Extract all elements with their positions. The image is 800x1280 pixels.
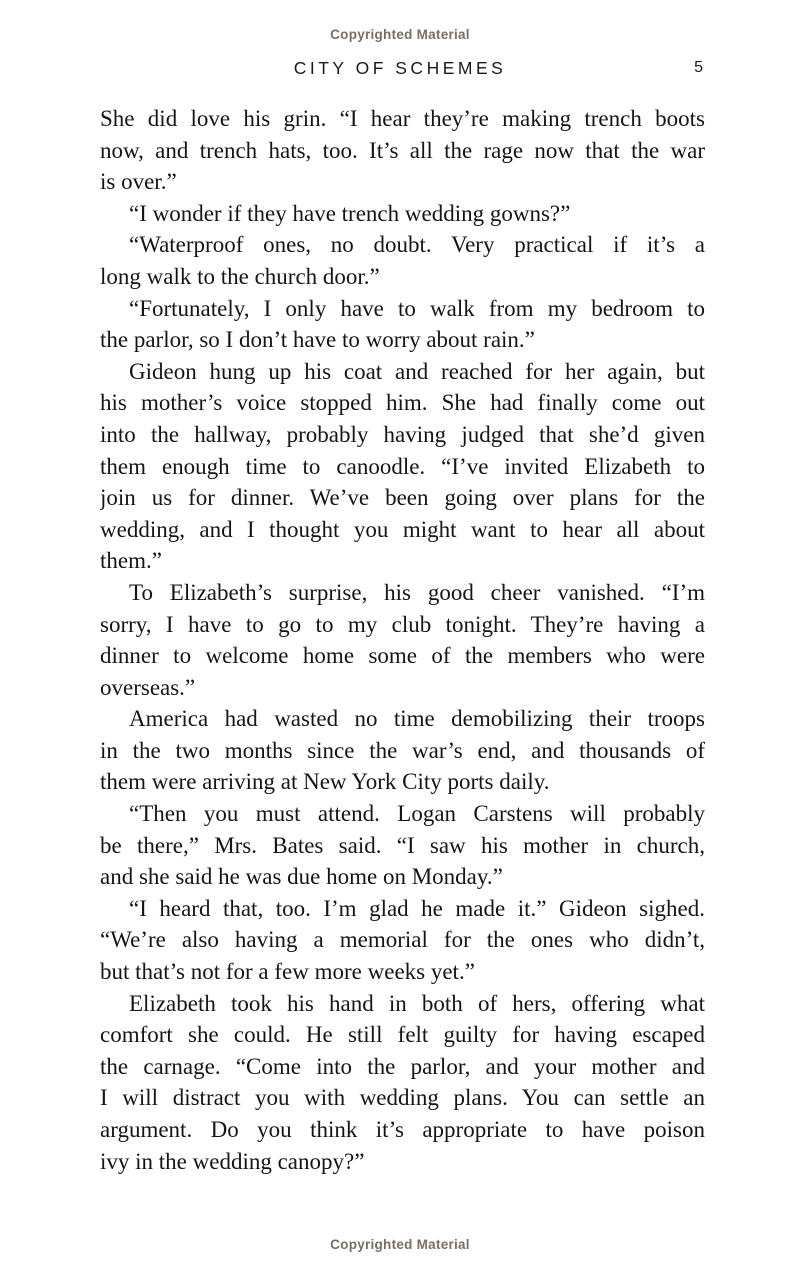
body-line: overseas.” xyxy=(100,674,196,700)
body-line: comfort she could. He still felt guilty for having escaped xyxy=(100,1022,705,1048)
body-line: America had wasted no time demobilizing their troops xyxy=(129,706,705,732)
body-line: them.” xyxy=(100,548,162,574)
body-line: into the hallway, probably having judged that she’d given xyxy=(100,421,705,447)
copyright-notice-top: Copyrighted Material xyxy=(330,27,470,42)
body-line: ivy in the wedding canopy?” xyxy=(100,1148,365,1174)
body-line: in the two months since the war’s end, and thousands of xyxy=(100,737,705,763)
body-line: “We’re also having a memorial for the ones who didn’t, xyxy=(100,927,705,953)
body-line: Elizabeth took his hand in both of hers, offering what xyxy=(129,990,705,1016)
body-line: “I heard that, too. I’m glad he made it.” Gideon sighed. xyxy=(129,895,705,921)
running-header-title: CITY OF SCHEMES xyxy=(293,58,507,78)
body-line: the carnage. “Come into the parlor, and your mother and xyxy=(100,1053,705,1079)
body-line: Gideon hung up his coat and reached for her again, but xyxy=(129,358,705,384)
body-line: join us for dinner. We’ve been going over plans for the xyxy=(100,485,705,511)
body-line: long walk to the church door.” xyxy=(100,263,380,289)
body-line: now, and trench hats, too. It’s all the rage now that the war xyxy=(100,137,705,163)
body-line: them were arriving at New York City ports daily. xyxy=(100,769,550,795)
body-line: “Waterproof ones, no doubt. Very practical if it’s a xyxy=(129,232,705,258)
body-line: wedding, and I thought you might want to hear all about xyxy=(100,516,705,542)
body-line: She did love his grin. “I hear they’re making trench boots xyxy=(100,106,705,131)
page-number: 5 xyxy=(694,59,703,76)
body-line: “Fortunately, I only have to walk from my bedroom to xyxy=(129,295,705,321)
body-line: and she said he was due home on Monday.” xyxy=(100,864,503,890)
body-line: sorry, I have to go to my club tonight. They’re having a xyxy=(100,611,705,637)
body-line: To Elizabeth’s surprise, his good cheer vanished. “I’m xyxy=(129,579,705,605)
body-line: is over.” xyxy=(100,169,177,195)
body-line: “Then you must attend. Logan Carstens will probably xyxy=(129,801,705,827)
body-line: but that’s not for a few more weeks yet.” xyxy=(100,959,475,985)
copyright-notice-bottom: Copyrighted Material xyxy=(330,1237,470,1252)
body-line: argument. Do you think it’s appropriate to have poison xyxy=(100,1117,705,1142)
running-header-row xyxy=(0,58,800,80)
body-line: “I wonder if they have trench wedding gowns?” xyxy=(129,200,571,226)
body-line: dinner to welcome home some of the members who were xyxy=(100,643,705,669)
body-text xyxy=(100,103,705,1177)
body-line: the parlor, so I don’t have to worry about rain.” xyxy=(100,327,535,353)
body-line: his mother’s voice stopped him. She had finally come out xyxy=(100,390,705,416)
body-line: I will distract you with wedding plans. You can settle an xyxy=(100,1085,705,1111)
body-line: them enough time to canoodle. “I’ve invited Elizabeth to xyxy=(100,453,705,479)
body-line: be there,” Mrs. Bates said. “I saw his mother in church, xyxy=(100,832,705,858)
